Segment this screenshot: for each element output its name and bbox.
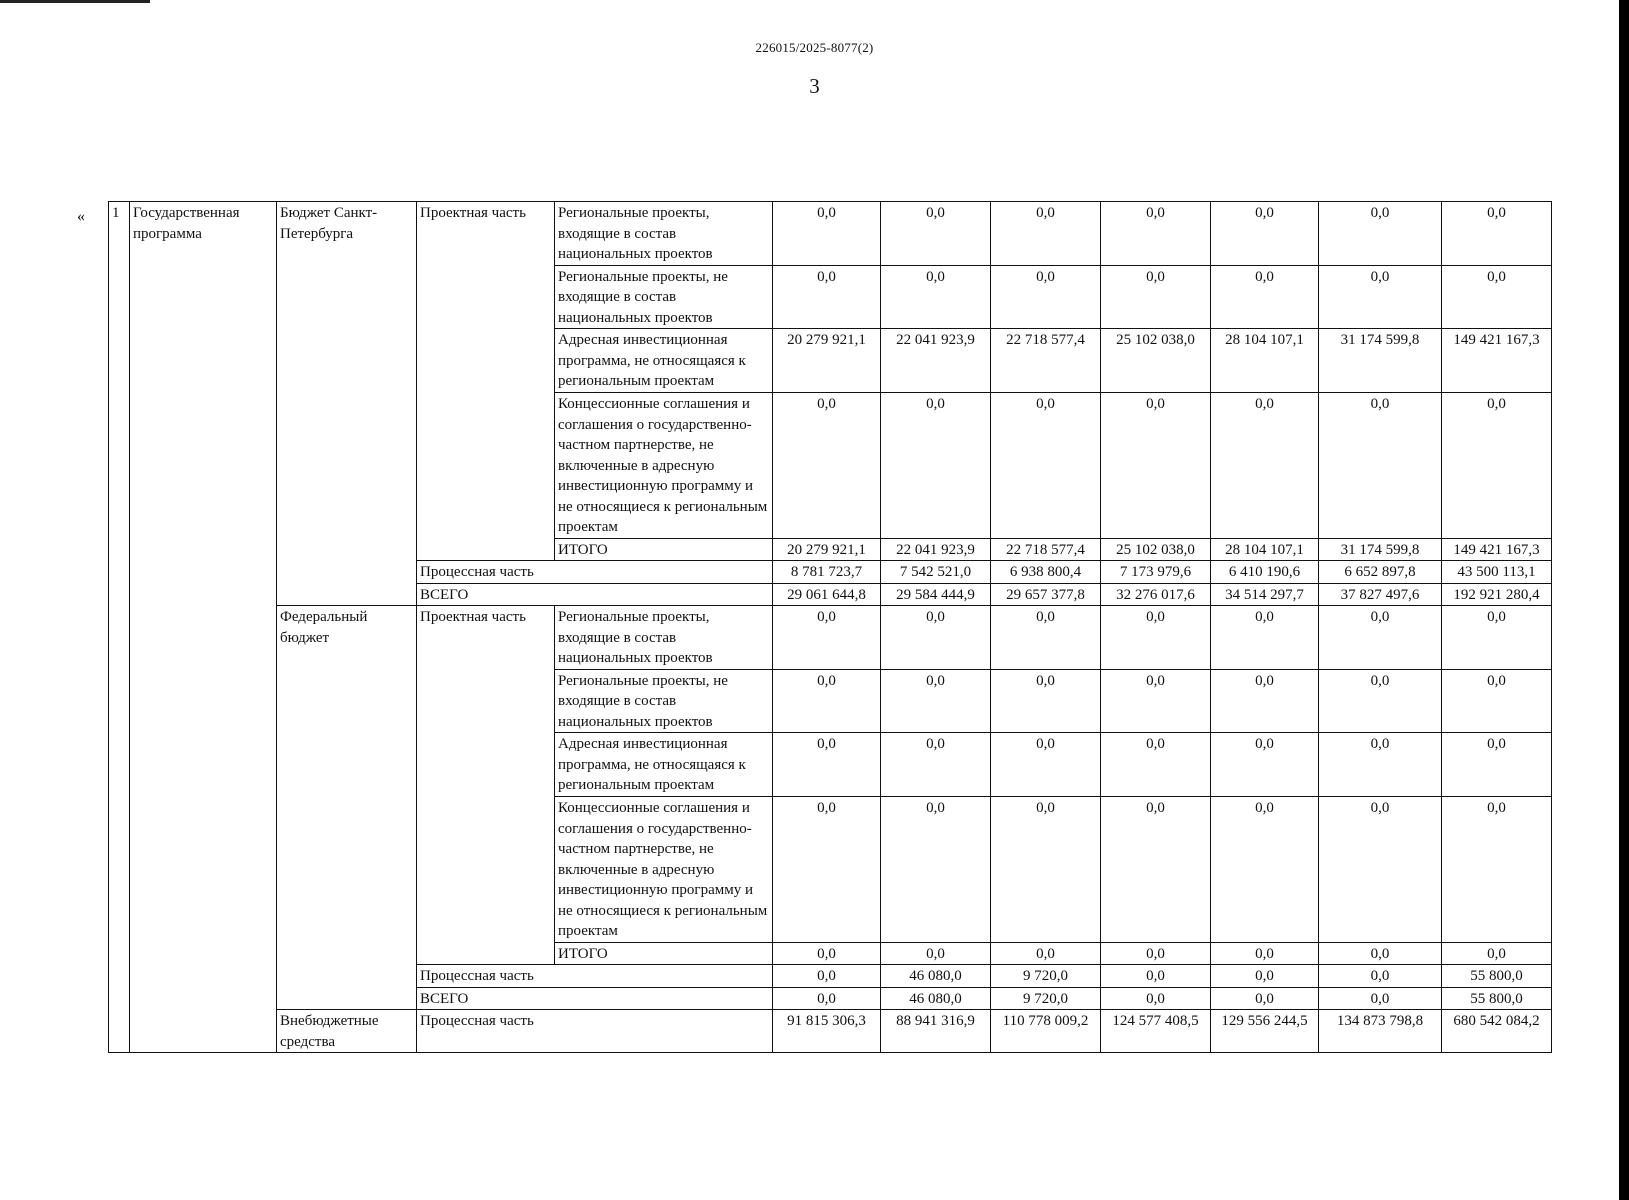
source-spb-budget: Бюджет Санкт-Петербурга — [277, 202, 417, 606]
year-value-cell: 0,0 — [1101, 606, 1211, 670]
total-value-cell: 149 421 167,3 — [1442, 538, 1552, 561]
budget-financing-table — [108, 201, 1552, 1053]
year-value-cell: 29 657 377,8 — [991, 583, 1101, 606]
process-part-label: Процессная часть — [417, 1010, 773, 1053]
year-value-cell: 6 410 190,6 — [1211, 561, 1319, 584]
year-value-cell: 0,0 — [1101, 393, 1211, 539]
year-value-cell: 0,0 — [1211, 669, 1319, 733]
year-value-cell: 0,0 — [1319, 965, 1442, 988]
year-value-cell: 22 718 577,4 — [991, 329, 1101, 393]
year-value-cell: 20 279 921,1 — [773, 538, 881, 561]
project-part-label: Проектная часть — [417, 606, 555, 965]
year-value-cell: 134 873 798,8 — [1319, 1010, 1442, 1053]
scan-right-edge — [1619, 0, 1629, 1200]
year-value-cell: 0,0 — [881, 942, 991, 965]
year-value-cell: 9 720,0 — [991, 987, 1101, 1010]
year-value-cell: 0,0 — [1101, 942, 1211, 965]
total-value-cell: 0,0 — [1442, 606, 1552, 670]
year-value-cell: 0,0 — [1211, 797, 1319, 943]
expense-category-label: Адресная инвестиционная программа, не относящаяся к региональным проектам — [555, 329, 773, 393]
year-value-cell: 0,0 — [1319, 265, 1442, 329]
year-value-cell: 0,0 — [991, 202, 1101, 266]
page-number: 3 — [809, 74, 820, 98]
total-value-cell: 0,0 — [1442, 942, 1552, 965]
grand-total-label: ВСЕГО — [417, 987, 773, 1010]
year-value-cell: 110 778 009,2 — [991, 1010, 1101, 1053]
year-value-cell: 31 174 599,8 — [1319, 329, 1442, 393]
year-value-cell: 0,0 — [773, 393, 881, 539]
year-value-cell: 0,0 — [1101, 987, 1211, 1010]
year-value-cell: 34 514 297,7 — [1211, 583, 1319, 606]
year-value-cell: 0,0 — [1101, 669, 1211, 733]
year-value-cell: 0,0 — [1211, 733, 1319, 797]
year-value-cell: 8 781 723,7 — [773, 561, 881, 584]
expense-category-label: Концессионные соглашения и соглашения о государственно-частном партнерстве, не включенные в адресную инвестиционную программу и не относящиеся к региональным проектам — [555, 797, 773, 943]
table-row — [109, 1010, 1552, 1053]
total-value-cell: 0,0 — [1442, 797, 1552, 943]
year-value-cell: 0,0 — [1319, 733, 1442, 797]
year-value-cell: 88 941 316,9 — [881, 1010, 991, 1053]
year-value-cell: 46 080,0 — [881, 965, 991, 988]
year-value-cell: 0,0 — [1319, 942, 1442, 965]
year-value-cell: 0,0 — [881, 393, 991, 539]
year-value-cell: 0,0 — [881, 265, 991, 329]
document-registration-code: 226015/2025-8077(2) — [755, 40, 874, 55]
year-value-cell: 0,0 — [1211, 393, 1319, 539]
year-value-cell: 0,0 — [1211, 987, 1319, 1010]
year-value-cell: 7 173 979,6 — [1101, 561, 1211, 584]
table-row — [109, 202, 1552, 266]
year-value-cell: 0,0 — [881, 606, 991, 670]
year-value-cell: 0,0 — [773, 606, 881, 670]
year-value-cell: 28 104 107,1 — [1211, 329, 1319, 393]
year-value-cell: 22 041 923,9 — [881, 538, 991, 561]
project-part-label: Проектная часть — [417, 202, 555, 561]
total-value-cell: 680 542 084,2 — [1442, 1010, 1552, 1053]
table-row — [109, 606, 1552, 670]
year-value-cell: 91 815 306,3 — [773, 1010, 881, 1053]
year-value-cell: 6 938 800,4 — [991, 561, 1101, 584]
grand-total-label: ВСЕГО — [417, 583, 773, 606]
total-value-cell: 55 800,0 — [1442, 965, 1552, 988]
year-value-cell: 0,0 — [1319, 797, 1442, 943]
year-value-cell: 0,0 — [1319, 606, 1442, 670]
year-value-cell: 20 279 921,1 — [773, 329, 881, 393]
total-value-cell: 43 500 113,1 — [1442, 561, 1552, 584]
year-value-cell: 0,0 — [881, 733, 991, 797]
expense-category-label: Региональные проекты, входящие в состав национальных проектов — [555, 606, 773, 670]
expense-category-label: ИТОГО — [555, 942, 773, 965]
expense-category-label: Концессионные соглашения и соглашения о государственно-частном партнерстве, не включенные в адресную инвестиционную программу и не относящиеся к региональным проектам — [555, 393, 773, 539]
year-value-cell: 0,0 — [1101, 265, 1211, 329]
total-value-cell: 0,0 — [1442, 202, 1552, 266]
total-value-cell: 0,0 — [1442, 669, 1552, 733]
process-part-label: Процессная часть — [417, 965, 773, 988]
year-value-cell: 0,0 — [1101, 202, 1211, 266]
year-value-cell: 0,0 — [773, 669, 881, 733]
year-value-cell: 0,0 — [773, 965, 881, 988]
year-value-cell: 0,0 — [991, 942, 1101, 965]
expense-category-label: Региональные проекты, не входящие в состав национальных проектов — [555, 669, 773, 733]
year-value-cell: 0,0 — [1319, 987, 1442, 1010]
year-value-cell: 0,0 — [1211, 606, 1319, 670]
year-value-cell: 6 652 897,8 — [1319, 561, 1442, 584]
year-value-cell: 32 276 017,6 — [1101, 583, 1211, 606]
program-name-cell: Государственная программа — [130, 202, 277, 1053]
year-value-cell: 129 556 244,5 — [1211, 1010, 1319, 1053]
total-value-cell: 55 800,0 — [1442, 987, 1552, 1010]
year-value-cell: 25 102 038,0 — [1101, 538, 1211, 561]
year-value-cell: 0,0 — [773, 202, 881, 266]
year-value-cell: 0,0 — [1211, 202, 1319, 266]
expense-category-label: Региональные проекты, входящие в состав национальных проектов — [555, 202, 773, 266]
year-value-cell: 0,0 — [881, 202, 991, 266]
year-value-cell: 0,0 — [773, 987, 881, 1010]
year-value-cell: 22 718 577,4 — [991, 538, 1101, 561]
row-number-cell: 1 — [109, 202, 130, 1053]
total-value-cell: 0,0 — [1442, 265, 1552, 329]
year-value-cell: 0,0 — [1319, 669, 1442, 733]
total-value-cell: 192 921 280,4 — [1442, 583, 1552, 606]
year-value-cell: 0,0 — [1101, 797, 1211, 943]
year-value-cell: 0,0 — [773, 733, 881, 797]
year-value-cell: 0,0 — [773, 265, 881, 329]
year-value-cell: 0,0 — [991, 797, 1101, 943]
year-value-cell: 0,0 — [1211, 265, 1319, 329]
opening-quote-mark: « — [77, 208, 85, 225]
year-value-cell: 37 827 497,6 — [1319, 583, 1442, 606]
year-value-cell: 0,0 — [991, 733, 1101, 797]
year-value-cell: 29 584 444,9 — [881, 583, 991, 606]
total-value-cell: 0,0 — [1442, 733, 1552, 797]
source-federal-budget: Федеральный бюджет — [277, 606, 417, 1010]
year-value-cell: 29 061 644,8 — [773, 583, 881, 606]
year-value-cell: 0,0 — [1211, 965, 1319, 988]
year-value-cell: 9 720,0 — [991, 965, 1101, 988]
year-value-cell: 0,0 — [773, 942, 881, 965]
year-value-cell: 7 542 521,0 — [881, 561, 991, 584]
expense-category-label: Региональные проекты, не входящие в состав национальных проектов — [555, 265, 773, 329]
expense-category-label: ИТОГО — [555, 538, 773, 561]
expense-category-label: Адресная инвестиционная программа, не относящаяся к региональным проектам — [555, 733, 773, 797]
year-value-cell: 124 577 408,5 — [1101, 1010, 1211, 1053]
year-value-cell: 0,0 — [1101, 965, 1211, 988]
year-value-cell: 0,0 — [991, 606, 1101, 670]
year-value-cell: 0,0 — [991, 669, 1101, 733]
year-value-cell: 0,0 — [1211, 942, 1319, 965]
year-value-cell: 22 041 923,9 — [881, 329, 991, 393]
year-value-cell: 0,0 — [1319, 202, 1442, 266]
total-value-cell: 149 421 167,3 — [1442, 329, 1552, 393]
year-value-cell: 28 104 107,1 — [1211, 538, 1319, 561]
process-part-label: Процессная часть — [417, 561, 773, 584]
year-value-cell: 31 174 599,8 — [1319, 538, 1442, 561]
year-value-cell: 0,0 — [991, 265, 1101, 329]
source-extrabudgetary-funds: Внебюджетные средства — [277, 1010, 417, 1053]
year-value-cell: 0,0 — [991, 393, 1101, 539]
year-value-cell: 0,0 — [881, 669, 991, 733]
year-value-cell: 0,0 — [1319, 393, 1442, 539]
year-value-cell: 0,0 — [881, 797, 991, 943]
year-value-cell: 46 080,0 — [881, 987, 991, 1010]
year-value-cell: 0,0 — [1101, 733, 1211, 797]
year-value-cell: 0,0 — [773, 797, 881, 943]
year-value-cell: 25 102 038,0 — [1101, 329, 1211, 393]
total-value-cell: 0,0 — [1442, 393, 1552, 539]
scan-edge-mark — [0, 0, 150, 3]
